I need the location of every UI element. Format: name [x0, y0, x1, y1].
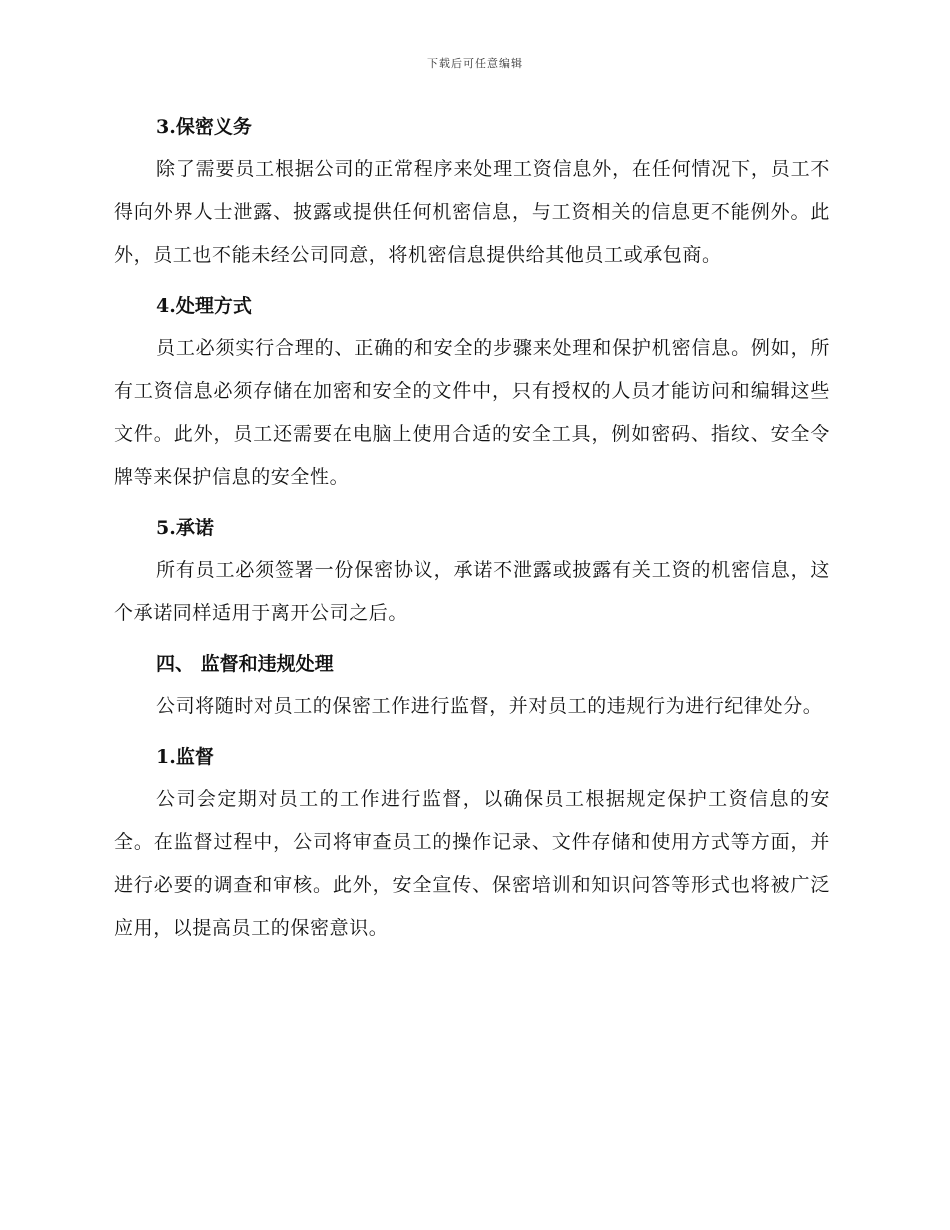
section-paragraph-supervision-and-violations: 公司将随时对员工的保密工作进行监督，并对员工的违规行为进行纪律处分。	[156, 695, 823, 717]
document-body	[114, 106, 830, 958]
section-paragraph-handling-method: 员工必须实行合理的、正确的和安全的步骤来处理和保护机密信息。例如，所有工资信息必须存储在加密和安全的文件中，只有授权的人员才能访问和编辑这些文件。此外，员工还需要在电脑上使用合适的安全工具，例如密码、指纹、安全令牌等来保护信息的安全性。	[114, 337, 830, 488]
section-heading-commitment: 5.承诺	[156, 517, 214, 539]
section-heading-handling-method: 4.处理方式	[156, 295, 252, 317]
section-heading-supervision-and-violations: 四、 监督和违规处理	[156, 653, 334, 675]
section-paragraph-confidentiality-duty: 除了需要员工根据公司的正常程序来处理工资信息外，在任何情况下，员工不得向外界人士泄露、披露或提供任何机密信息，与工资相关的信息更不能例外。此外，员工也不能未经公司同意，将机密信息提供给其他员工或承包商。	[114, 158, 830, 266]
section-paragraph-commitment: 所有员工必须签署一份保密协议，承诺不泄露或披露有关工资的机密信息，这个承诺同样适用于离开公司之后。	[114, 559, 830, 624]
section-heading-supervision: 1.监督	[156, 746, 214, 768]
section-heading-confidentiality-duty: 3.保密义务	[156, 116, 252, 138]
page-header: 下载后可任意编辑	[427, 57, 523, 70]
section-paragraph-supervision: 公司会定期对员工的工作进行监督，以确保员工根据规定保护工资信息的安全。在监督过程中，公司将审查员工的操作记录、文件存储和使用方式等方面，并进行必要的调查和审核。此外，安全宣传、保密培训和知识问答等形式也将被广泛应用，以提高员工的保密意识。	[114, 788, 830, 939]
